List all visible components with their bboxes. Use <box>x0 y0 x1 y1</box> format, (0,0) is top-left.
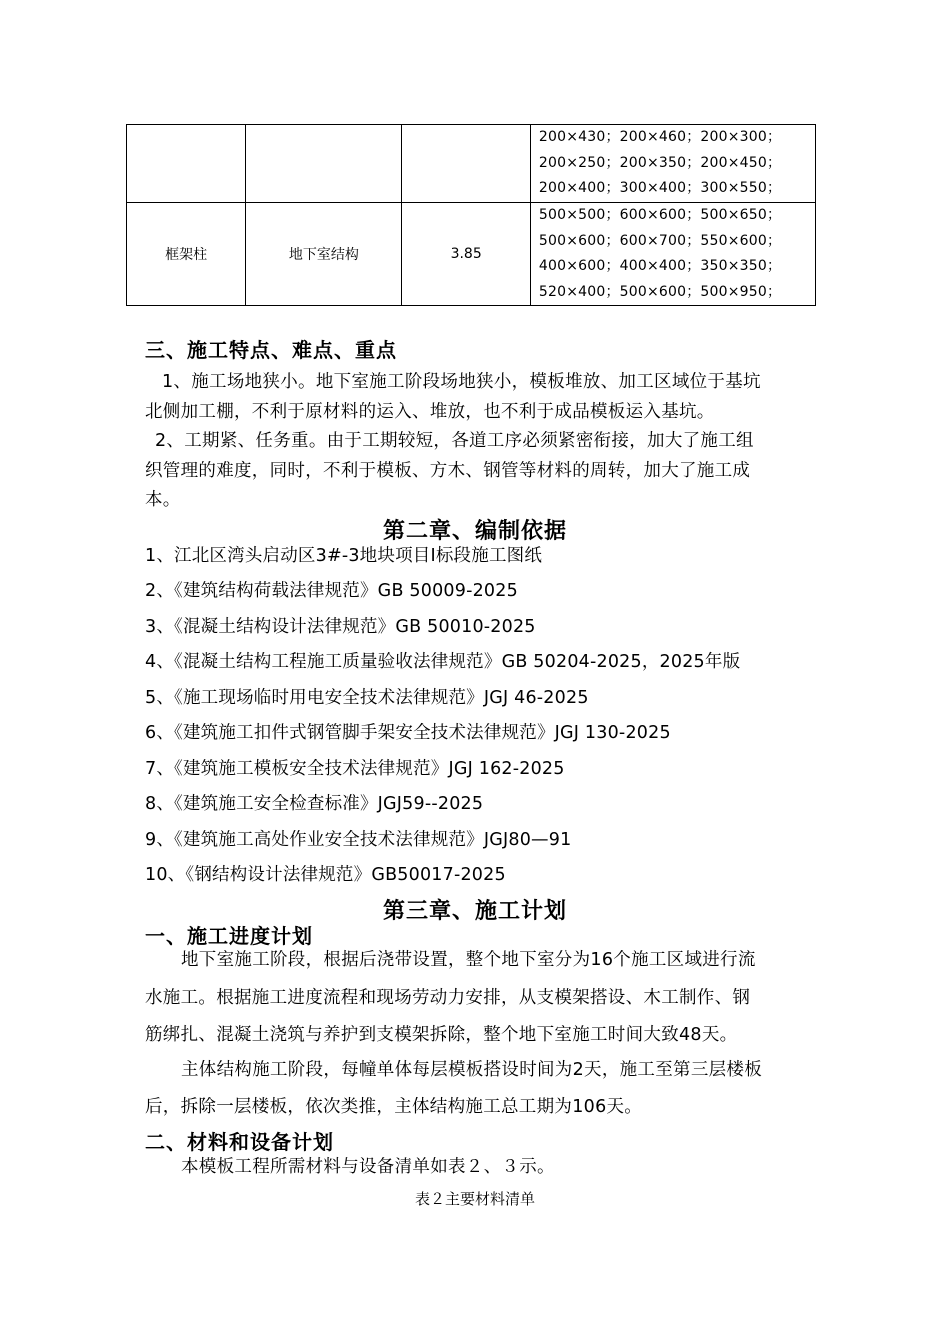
paragraph-line: 主体结构施工阶段，每幢单体每层模板搭设时间为2天，施工至第三层楼板 <box>181 1060 763 1080</box>
size-line: 400×600；400×400；350×350； <box>538 258 782 274</box>
size-line: 500×600；600×700；550×600； <box>538 232 782 249</box>
reference-item: 8、《建筑施工安全检查标准》JGJ59--2025 <box>145 794 484 814</box>
table-cell-component <box>127 125 246 203</box>
reference-item: 6、《建筑施工扣件式钢管脚手架安全技术法律规范》JGJ 130-2025 <box>145 723 671 743</box>
chapter-title: 第三章、施工计划 <box>382 899 567 924</box>
table-cell-sizes <box>530 125 815 203</box>
reference-item: 7、《建筑施工模板安全技术法律规范》JGJ 162-2025 <box>145 759 565 779</box>
paragraph-line: 北侧加工棚，不利于原材料的运入、堆放，也不利于成品模板运入基坑。 <box>145 402 715 422</box>
chapter-title: 第二章、编制依据 <box>382 519 567 544</box>
paragraph-line: 筋绑扎、混凝土浇筑与养护到支模架拆除，整个地下室施工时间大致48天。 <box>145 1025 738 1045</box>
paragraph-line: 织管理的难度，同时，不利于模板、方木、钢管等材料的周转，加大了施工成 <box>145 461 751 481</box>
reference-item: 10、《钢结构设计法律规范》GB50017-2025 <box>145 865 506 885</box>
reference-item: 2、《建筑结构荷载法律规范》GB 50009-2025 <box>145 581 518 601</box>
paragraph-line: 地下室施工阶段，根据后浇带设置，整个地下室分为16个施工区域进行流 <box>181 950 756 970</box>
table-cell-sizes <box>530 203 815 306</box>
table-caption: 表２主要材料清单 <box>414 1190 535 1208</box>
section-heading: 一、施工进度计划 <box>145 924 313 948</box>
size-line: 520×400；500×600；500×950； <box>538 283 782 300</box>
reference-item: 4、《混凝土结构工程施工质量验收法律规范》GB 50204-2025，2025年版 <box>145 652 741 672</box>
table-cell-location: 地下室结构 <box>246 203 402 306</box>
paragraph-line: 2、工期紧、任务重。由于工期较短，各道工序必须紧密衔接，加大了施工组 <box>155 431 754 451</box>
size-line: 200×400；300×400；300×550； <box>538 180 782 197</box>
reference-item: 1、江北区湾头启动区3#-3地块项目I标段施工图纸 <box>145 546 543 566</box>
paragraph-line: 后，拆除一层楼板，依次类推，主体结构施工总工期为106天。 <box>145 1097 643 1117</box>
section-heading: 二、材料和设备计划 <box>145 1130 334 1154</box>
table-cell-location <box>246 125 402 203</box>
table-row <box>127 125 816 203</box>
paragraph-line: 本。 <box>145 490 181 510</box>
member-size-table <box>126 124 816 306</box>
reference-item: 9、《建筑施工高处作业安全技术法律规范》JGJ80—91 <box>145 830 572 850</box>
size-line: 200×250；200×350；200×450； <box>538 154 782 171</box>
table-cell-height <box>402 125 530 203</box>
reference-item: 3、《混凝土结构设计法律规范》GB 50010-2025 <box>145 617 536 637</box>
section-heading: 三、施工特点、难点、重点 <box>145 338 397 362</box>
paragraph-line: 本模板工程所需材料与设备清单如表２、３示。 <box>181 1157 555 1177</box>
table-cell-component: 框架柱 <box>127 203 246 306</box>
table-row <box>127 203 816 306</box>
size-line: 200×430；200×460；200×300； <box>538 129 782 146</box>
table-cell-height: 3.85 <box>402 203 530 306</box>
paragraph-line: 1、施工场地狭小。地下室施工阶段场地狭小，模板堆放、加工区域位于基坑 <box>162 372 761 392</box>
reference-item: 5、《施工现场临时用电安全技术法律规范》JGJ 46-2025 <box>145 688 589 708</box>
paragraph-line: 水施工。根据施工进度流程和现场劳动力安排，从支模架搭设、木工制作、钢 <box>145 988 751 1008</box>
size-line: 500×500；600×600；500×650； <box>538 207 782 223</box>
